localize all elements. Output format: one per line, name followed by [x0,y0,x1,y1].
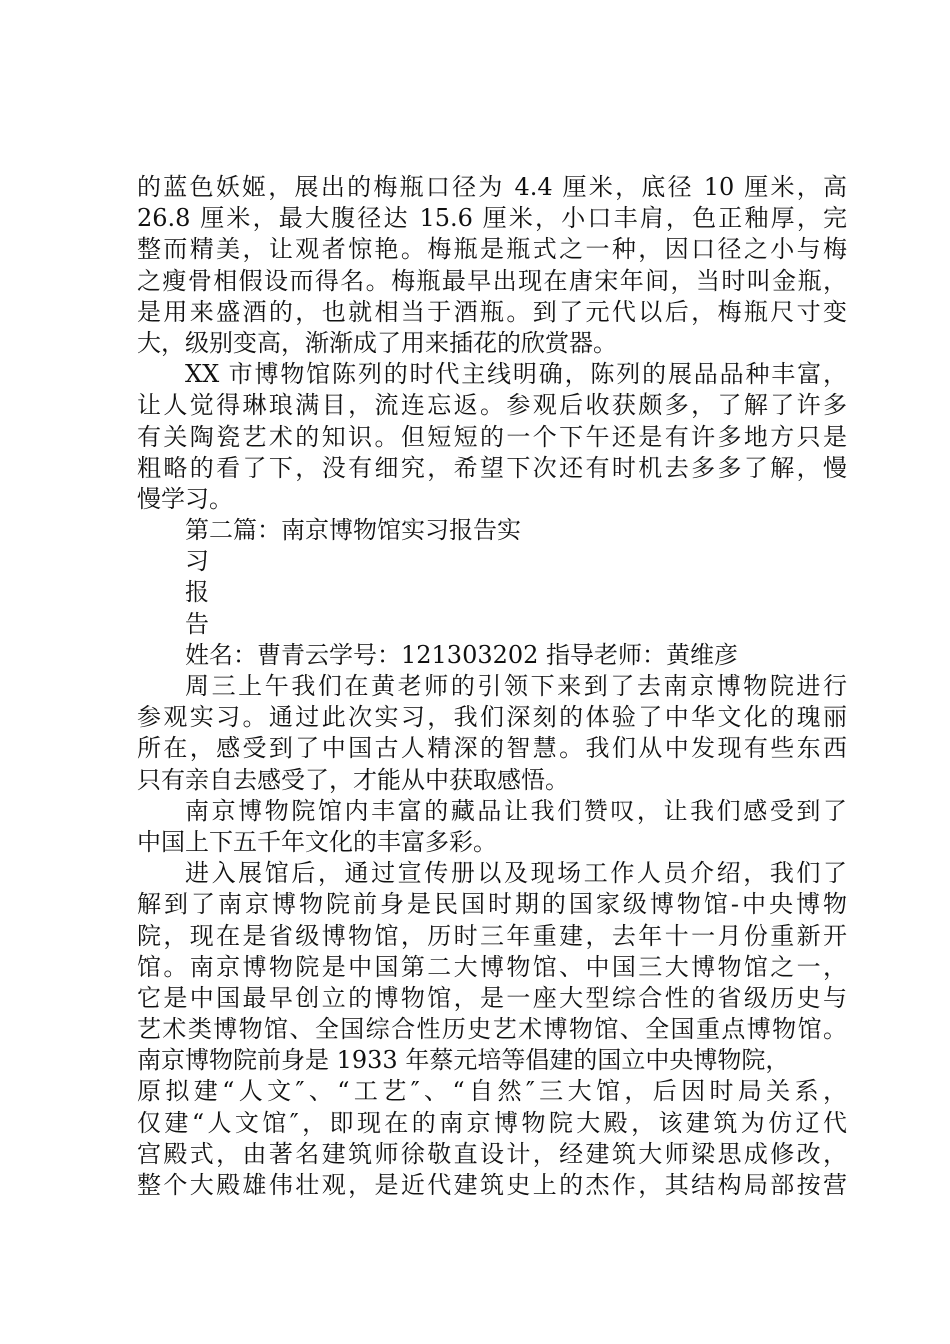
text-line: 之瘦骨相假设而得名。梅瓶最早出现在唐宋年间，当时叫金瓶， [137,266,847,295]
text-line: 馆。南京博物院是中国第二大博物馆、中国三大博物馆之一， [137,952,847,981]
text-line: 粗略的看了下，没有细究，希望下次还有时机去多多了解，慢 [137,453,847,482]
text-line: 让人觉得琳琅满目，流连忘返。参观后收获颇多，了解了许多 [137,391,847,420]
text-line: 院，现在是省级博物馆，历时三年重建，去年十一月份重新开 [137,921,847,950]
text-line: 只有亲自去感受了，才能从中获取感悟。 [137,765,569,794]
text-line: 解到了南京博物院前身是民国时期的国家级博物馆-中央博物 [137,890,847,919]
text-line: 进入展馆后，通过宣传册以及现场工作人员介绍，我们了 [185,859,847,888]
text-line: 大，级别变高，渐渐成了用来插花的欣赏器。 [137,328,617,357]
document-body [137,172,847,1201]
text-line: 慢学习。 [137,484,233,513]
text-line: 整而精美，让观者惊艳。梅瓶是瓶式之一种，因口径之小与梅 [137,235,847,264]
text-line: 有关陶瓷艺术的知识。但短短的一个下午还是有许多地方只是 [137,422,847,451]
text-line: 参观实习。通过此次实习，我们深刻的体验了中华文化的瑰丽 [137,703,847,732]
text-line: 的蓝色妖姬，展出的梅瓶口径为 4.4 厘米，底径 10 厘米，高 [137,173,847,201]
text-line: 第二篇：南京博物馆实习报告实 [185,516,521,545]
text-line: 是用来盛酒的，也就相当于酒瓶。到了元代以后，梅瓶尺寸变 [137,297,847,326]
text-line: 中国上下五千年文化的丰富多彩。 [137,827,497,856]
text-line: 报 [185,578,209,607]
text-line: 告 [185,609,209,638]
text-line: 南京博物院前身是 1933 年蔡元培等倡建的国立中央博物院， [137,1046,790,1075]
text-line: 原拟建“人文″、“工艺″、“自然″三大馆，后因时局关系， [137,1077,847,1106]
text-line: 南京博物院馆内丰富的藏品让我们赞叹，让我们感受到了 [185,796,847,825]
text-line: 所在，感受到了中国古人精深的智慧。我们从中发现有些东西 [137,734,847,763]
text-line: 习 [185,547,209,576]
text-line: 姓名：曹青云学号：121303202 指导老师：黄维彦 [185,640,739,669]
text-line: XX 市博物馆陈列的时代主线明确，陈列的展品品种丰富， [185,360,847,389]
text-line: 整个大殿雄伟壮观，是近代建筑史上的杰作，其结构局部按营 [137,1171,847,1199]
text-line: 26.8 厘米，最大腹径达 15.6 厘米，小口丰肩，色正釉厚，完 [137,204,847,233]
text-line: 它是中国最早创立的博物馆，是一座大型综合性的省级历史与 [137,983,847,1012]
text-line: 仅建“人文馆″，即现在的南京博物院大殿，该建筑为仿辽代 [137,1108,847,1137]
text-line: 宫殿式，由著名建筑师徐敬直设计，经建筑大师梁思成修改， [137,1139,847,1168]
text-line: 周三上午我们在黄老师的引领下来到了去南京博物院进行 [185,672,847,700]
text-line: 艺术类博物馆、全国综合性历史艺术博物馆、全国重点博物馆。 [137,1015,847,1044]
